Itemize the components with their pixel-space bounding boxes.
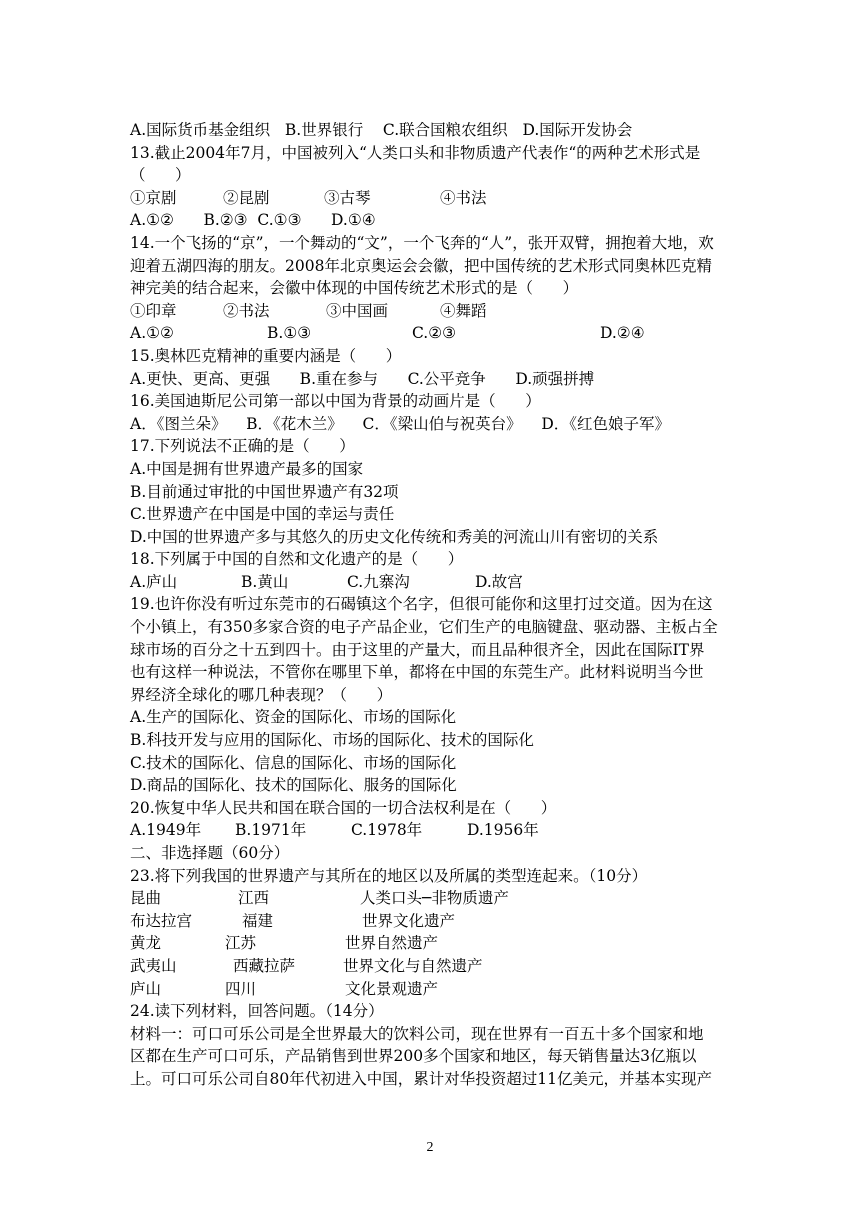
match-type: 文化景观遗产 — [345, 979, 439, 998]
q19-option: A.生产的国际化、资金的国际化、市场的国际化 — [130, 708, 457, 727]
q18-stem: 18.下列属于中国的自然和文化遗产的是（ ） — [130, 550, 464, 569]
q18-options — [130, 571, 770, 594]
q23-stem: 23.将下列我国的世界遗产与其所在的地区以及所属的类型连起来。（10分） — [130, 866, 648, 885]
q20-option: B.1971年 — [235, 821, 307, 840]
q18-option: D.故宫 — [475, 572, 523, 591]
match-type: 世界文化与自然遗产 — [343, 956, 483, 975]
q14-stem-line: 神完美的结合起来，会徽中体现的中国传统艺术形式的是（ ） — [130, 279, 579, 298]
q14-option: B.①③ — [267, 324, 312, 343]
exam-content — [130, 119, 770, 1091]
section-heading: 二、非选择题（60分） — [130, 844, 290, 862]
q19-stem-line: 19.也许你没有听过东莞市的石碣镇这个名字，但很可能你和这里打过交道。因为在这 — [130, 595, 713, 614]
match-type: 世界自然遗产 — [345, 934, 439, 953]
match-row — [130, 955, 770, 978]
match-row — [130, 932, 770, 955]
match-region: 江西 — [238, 889, 270, 908]
match-row — [130, 978, 770, 1001]
page-number: 2 — [426, 1140, 434, 1155]
q20-stem: 20.恢复中华人民共和国在联合国的一切合法权利是在（ ） — [130, 798, 557, 817]
match-type: 世界文化遗产 — [362, 911, 456, 930]
q14-option: A.①② — [130, 324, 174, 343]
q17-option: D.中国的世界遗产多与其悠久的历史文化传统和秀美的河流山川有密切的关系 — [130, 527, 659, 546]
q13-item: ①京剧 — [130, 188, 177, 207]
q17-option: B.目前通过审批的中国世界遗产有32项 — [130, 482, 399, 501]
q13-item: ④书法 — [440, 188, 487, 207]
q19-stem-line: 也有这样一种说法，不管你在哪里下单，都将在中国的东莞生产。此材料说明当今世 — [130, 663, 704, 682]
q18-option: C.九寨沟 — [347, 572, 410, 591]
q14-option: D.②④ — [600, 324, 645, 343]
q19-option: B.科技开发与应用的国际化、市场的国际化、技术的国际化 — [130, 731, 534, 750]
q13-blank: （ ） — [130, 166, 191, 185]
q20-option: A.1949年 — [130, 821, 202, 840]
q24-material-line: 材料一：可口可乐公司是全世界最大的饮料公司，现在世界有一百五十多个国家和地 — [130, 1024, 704, 1043]
q12-options-line: A.国际货币基金组织 B.世界银行 C.联合国粮农组织 D.国际开发协会 — [130, 121, 633, 139]
q13-item: ②昆剧 — [223, 188, 270, 207]
q16-options-line: A．《图兰朵》 B．《花木兰》 C．《梁山伯与祝英台》 D．《红色娘子军》 — [130, 414, 670, 433]
q20-options — [130, 819, 770, 842]
q18-option: A.庐山 — [130, 572, 178, 591]
q13-stem: 13.截止2004年7月，中国被列入“人类口头和非物质遗产代表作“的两种艺术形式是 — [130, 143, 701, 162]
match-region: 福建 — [242, 911, 274, 930]
q14-option: C.②③ — [412, 324, 457, 343]
match-row — [130, 887, 770, 910]
q24-material-line: 上。可口可乐公司自80年代初进入中国，累计对华投资超过11亿美元，并基本实现产 — [130, 1069, 712, 1088]
match-region: 四川 — [225, 979, 257, 998]
q14-item: ①印章 — [130, 301, 177, 320]
q14-stem-line: 14.一个飞扬的“京”，一个舞动的“文”，一个飞奔的“人”，张开双臂，拥抱着大地，欢 — [130, 233, 714, 252]
q18-option: B.黄山 — [241, 572, 289, 591]
q13-items — [130, 187, 770, 210]
match-region: 江苏 — [225, 934, 257, 953]
q24-material-line: 区都在生产可口可乐，产品销售到世界200多个国家和地区，每天销售量达3亿瓶以 — [130, 1047, 697, 1066]
match-row — [130, 910, 770, 933]
q15-options-line: A.更快、更高、更强 B.重在参与 C.公平竞争 D.顽强拼搏 — [130, 369, 595, 388]
q14-item: ③中国画 — [326, 301, 389, 320]
q13-item: ③古琴 — [324, 188, 371, 207]
match-heritage: 庐山 — [130, 979, 162, 998]
q24-stem: 24.读下列材料，回答问题。（14分） — [130, 1002, 384, 1021]
match-type: 人类口头─非物质遗产 — [360, 889, 509, 908]
q13-options-line: A.①② B.②③ C.①③ D.①④ — [130, 211, 376, 230]
q20-option: C.1978年 — [351, 821, 423, 840]
q14-items — [130, 300, 770, 323]
match-heritage: 武夷山 — [130, 956, 177, 975]
q19-stem-line: 个小镇上，有350多家合资的电子产品企业，它们生产的电脑键盘、驱动器、主板占全 — [130, 618, 718, 637]
q14-stem-line: 迎着五湖四海的朋友。2008年北京奥运会会徽，把中国传统的艺术形式同奥林匹克精 — [130, 256, 712, 275]
match-heritage: 布达拉宫 — [130, 911, 193, 930]
q19-option: D.商品的国际化、技术的国际化、服务的国际化 — [130, 776, 457, 795]
q19-option: C.技术的国际化、信息的国际化、市场的国际化 — [130, 753, 457, 772]
q17-option: C.世界遗产在中国是中国的幸运与责任 — [130, 505, 395, 524]
q14-options — [130, 322, 770, 345]
match-region: 西藏拉萨 — [233, 956, 296, 975]
q20-option: D.1956年 — [467, 821, 539, 840]
match-heritage: 昆曲 — [130, 889, 162, 908]
q15-stem: 15.奥林匹克精神的重要内涵是（ ） — [130, 346, 402, 365]
q17-option: A.中国是拥有世界遗产最多的国家 — [130, 459, 364, 478]
q14-item: ②书法 — [223, 301, 270, 320]
q19-stem-line: 界经济全球化的哪几种表现？（ ） — [130, 685, 393, 704]
q19-stem-line: 球市场的百分之十五到四十。由于这里的产量大，而且品种很齐全，因此在国际IT界 — [130, 640, 705, 659]
match-heritage: 黄龙 — [130, 934, 162, 953]
q16-stem: 16.美国迪斯尼公司第一部以中国为背景的动画片是（ ） — [130, 392, 541, 411]
q17-stem: 17.下列说法不正确的是（ ） — [130, 437, 355, 456]
q14-item: ④舞蹈 — [440, 301, 487, 320]
